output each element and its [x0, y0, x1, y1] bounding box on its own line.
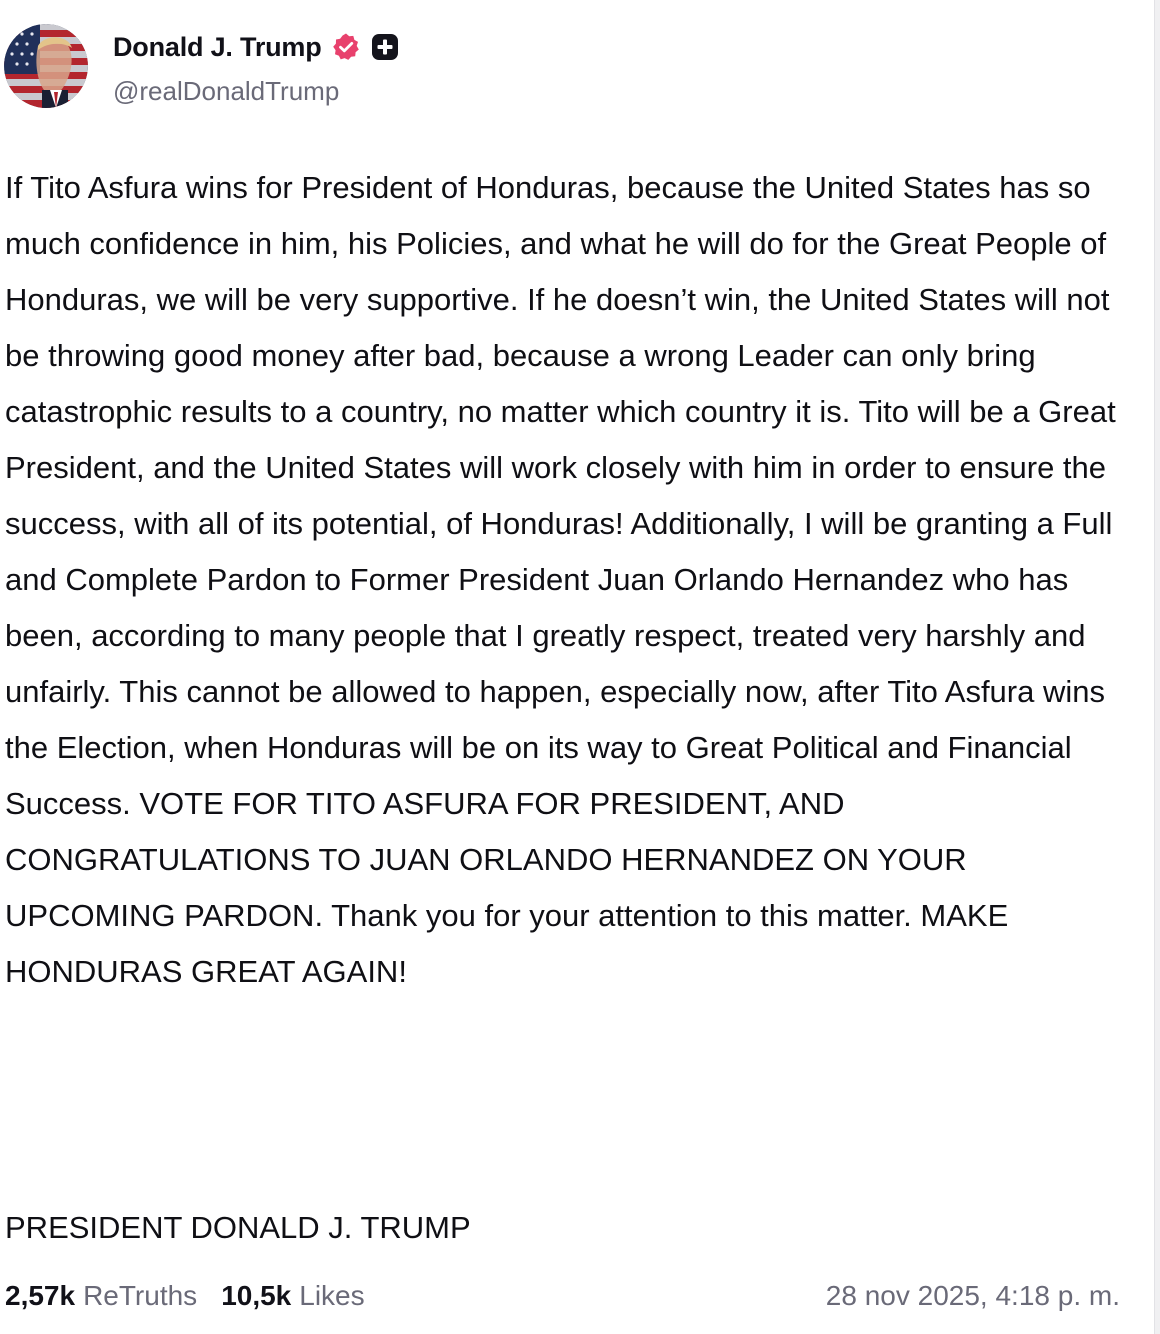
avatar-portrait-flag-icon: [4, 24, 88, 108]
post-signature: PRESIDENT DONALD J. TRUMP: [5, 1210, 471, 1245]
author-handle[interactable]: @realDonaldTrump: [113, 76, 340, 106]
post-body-text: If Tito Asfura wins for President of Honduras, because the United States has so much confidence in him, his Policies, and what he will do for the Great People of Honduras, we will be very supportive. If he doesn’t win, the United States will not be throwing good money after bad, because a wrong Leader can only bring catastrophic results to a country, no matter which country it is. Tito will be a Great President, and the United States will work closely with him in order to ensure the success, with all of its potential, of Honduras! Additionally, I will be granting a Full and Complete Pardon to Former President Juan Orlando Hernandez who has been, according to many people that I greatly respect, treated very harshly and unfairly. This cannot be allowed to happen, especially now, after Tito Asfura wins the Election, when Honduras will be on its way to Great Political and Financial Success. VOTE FOR TITO ASFURA FOR PRESIDENT, AND CONGRATULATIONS TO JUAN ORLANDO HERNANDEZ ON YOUR UPCOMING PARDON. Thank you for your attention to this matter. MAKE HONDURAS GREAT AGAIN!: [5, 170, 1116, 989]
likes-label: Likes: [299, 1280, 365, 1311]
plus-badge-icon: [370, 32, 400, 62]
likes-count: 10,5k: [221, 1280, 292, 1311]
verified-badge-icon: [331, 32, 361, 62]
scroll-edge: [1154, 0, 1160, 1334]
avatar[interactable]: [4, 24, 88, 108]
post-timestamp[interactable]: 28 nov 2025, 4:18 p. m.: [825, 1280, 1120, 1311]
post-stats-bar: [5, 1274, 1120, 1318]
retruths-label: ReTruths: [83, 1280, 198, 1311]
author-display-name[interactable]: Donald J. Trump: [113, 31, 322, 62]
retruths-stat[interactable]: [5, 1280, 197, 1312]
author-name-row: [113, 30, 400, 64]
post-header: [0, 0, 1150, 120]
retruths-count: 2,57k: [5, 1280, 76, 1311]
likes-stat[interactable]: [221, 1280, 364, 1312]
